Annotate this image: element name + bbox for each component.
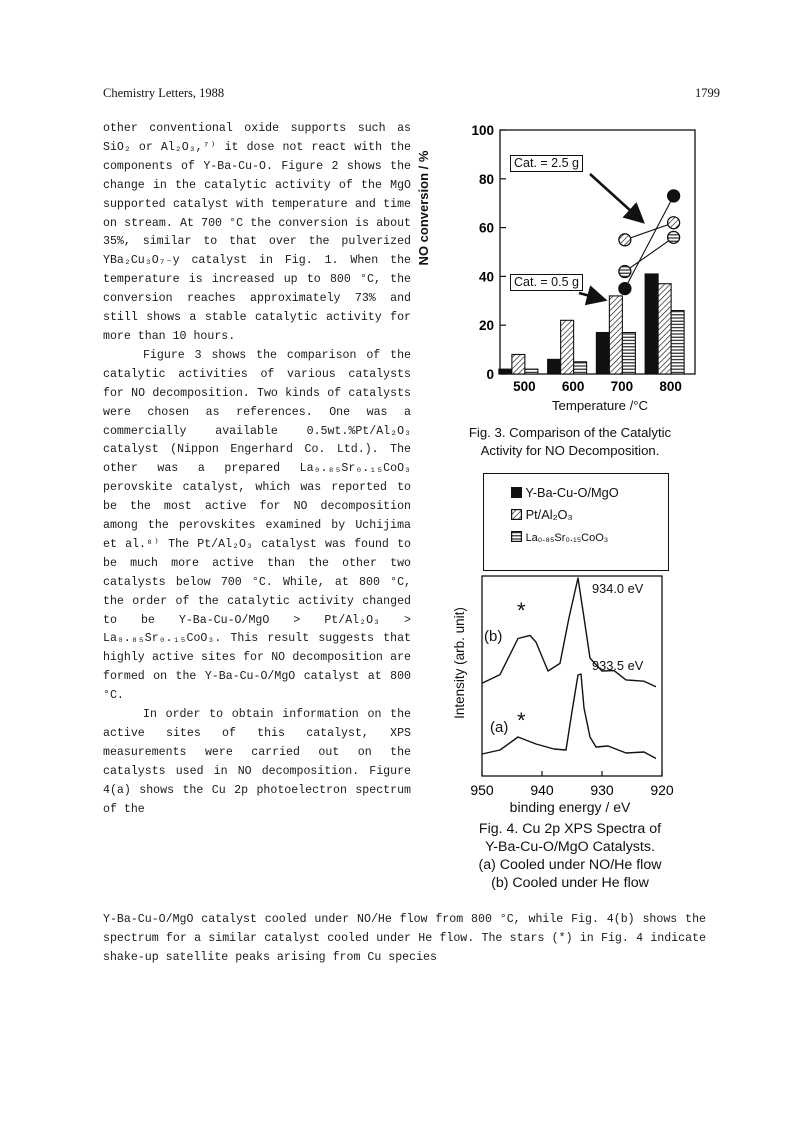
peak-label-2: 933.5 eV	[592, 658, 644, 673]
fig3-xtick-label: 700	[610, 379, 634, 394]
paragraph-1: other conventional oxide supports such as SiO₂ or Al₂O₃,⁷⁾ it dose not react with the components of Y-Ba-Cu-O. Figure 2 shows the change in the catalytic activity of the MgO supported catalyst with temperature and time on stream. At 700 °C the conversion is about 35%, similar to that over the pulverized YBa₂Cu₃O₇₋y catalyst in Fig. 1. When the temperature is increased up to 800 °C, the conversion reaches approximately 73% and still shows a stable catalytic activity for more than 10 hours.	[103, 122, 411, 343]
fig3-bar	[525, 369, 538, 374]
fig3-xtick-label: 500	[513, 379, 536, 394]
fig4-xtick-label: 950	[470, 782, 494, 798]
fig3-bar	[512, 354, 525, 374]
fig4-ylabel: Intensity (arb. unit)	[452, 607, 467, 719]
fig4-spectrum-line	[482, 674, 656, 759]
fig3-caption	[440, 424, 700, 460]
fig3-legend	[483, 473, 669, 571]
running-header: Chemistry Letters, 1988	[103, 86, 225, 100]
fig4-xlabel: binding energy / eV	[509, 799, 631, 815]
paragraph-2: Figure 3 shows the comparison of the catalytic activities of various catalysts for NO decomposition. Two kinds of catalysts were chosen as references. One was a commercially available 0.5wt.%Pt/Al₂O₃ catalyst (Nippon Engerhard Co. Ltd.). The other was a prepared La₀.₈₅Sr₀.₁₅CoO₃ perovskite catalyst, which was reported to be the most active for NO decomposition among the perovskites examined by Uchijima et al.⁸⁾ The Pt/Al₂O₃ catalyst was found to be much more active than the other two catalysts below 700 °C. While, at 800 °C, the order of the catalytic activity changed to be Y-Ba-Cu-O/MgO > Pt/Al₂O₃ > La₀.₈₅Sr₀.₁₅CoO₃. This result suggests that highly active sites for NO decomposition are formed on the Y-Ba-Cu-O/MgO catalyst at 800 °C.	[103, 348, 411, 703]
legend-item-la	[511, 526, 619, 549]
trace-label-a: (a)	[490, 719, 509, 736]
fig3-ytick-label: 60	[478, 220, 494, 236]
fig4-caption	[440, 798, 700, 892]
fig3-bar	[548, 359, 561, 374]
fig4-chart	[440, 568, 700, 803]
fig3-bar	[609, 296, 622, 374]
legend-item-pt	[511, 504, 619, 526]
fig3-bar	[658, 284, 671, 374]
fig3-bar	[499, 369, 512, 374]
fig3-bar	[671, 311, 684, 374]
legend-label-2: Pt/Al₂O₃	[525, 507, 573, 522]
fig4-xtick-label: 920	[650, 782, 674, 798]
body-left-column	[103, 120, 411, 820]
fig3-marker-line	[625, 223, 674, 240]
fig4-xtick-label: 940	[530, 782, 554, 798]
fig3-marker-point	[668, 231, 680, 243]
fig4-caption-line-2: Y-Ba-Cu-O/MgO Catalysts.	[485, 839, 655, 855]
fig3-xtick-label: 800	[659, 379, 682, 394]
fig3-caption-line-1: Fig. 3. Comparison of the Catalytic	[468, 425, 672, 440]
fig3-annotation-top: Cat. = 2.5 g	[510, 155, 583, 172]
paragraph-4: Y-Ba-Cu-O/MgO catalyst cooled under NO/He flow from 800 °C, while Fig. 4(b) shows the spectrum for a similar catalyst cooled under He flow. The stars (*) in Fig. 4 indicate shake-up satellite peaks arising from Cu species	[103, 913, 706, 964]
fig3-xlabel: Temperature /°C	[551, 398, 649, 413]
fig3-arrow-bottom	[579, 293, 605, 300]
fig3-marker-point	[668, 190, 680, 202]
fig4-caption-line-3: (a) Cooled under NO/He flow	[478, 857, 662, 873]
fig3-marker-point	[619, 266, 631, 278]
satellite-star-b: *	[517, 598, 526, 623]
page-number: 1799	[695, 86, 720, 100]
fig3-marker-point	[619, 283, 631, 295]
fig3-annotation-bottom: Cat. = 0.5 g	[510, 274, 583, 291]
paragraph-3: In order to obtain information on the active sites of this catalyst, XPS measurements were carried out on the catalysts used in NO decomposition. Figure 4(a) shows the Cu 2p photoelectron spectrum of the	[103, 708, 411, 816]
fig4-caption-line-4: (b) Cooled under He flow	[491, 875, 649, 891]
fig3-bar	[561, 320, 574, 374]
peak-label-1: 934.0 eV	[592, 581, 644, 596]
fig4-xtick-label: 930	[590, 782, 614, 798]
hatched-square-icon	[511, 509, 522, 520]
legend-item-ybacuo	[511, 482, 619, 504]
fig3-ytick-label: 100	[471, 123, 494, 138]
legend-label-3: La₀.₈₅Sr₀.₁₅CoO₃	[525, 532, 609, 544]
figure-3	[416, 118, 700, 418]
body-full-width	[103, 911, 706, 968]
fig3-xtick-label: 600	[561, 379, 585, 394]
satellite-star-a: *	[517, 708, 526, 733]
fig3-ylabel: NO conversion / %	[416, 150, 431, 266]
figure-4	[440, 568, 700, 818]
fig3-ytick-label: 0	[486, 367, 494, 382]
legend-label-1: Y-Ba-Cu-O/MgO	[525, 485, 619, 500]
fig3-ytick-label: 20	[478, 318, 494, 334]
solid-square-icon	[511, 487, 522, 498]
striped-square-icon	[511, 531, 522, 542]
trace-label-b: (b)	[484, 628, 503, 645]
fig3-bar	[622, 333, 635, 374]
fig3-ytick-label: 80	[478, 171, 494, 187]
fig3-bar	[596, 333, 609, 374]
fig3-arrow-top	[590, 174, 643, 222]
fig3-marker-point	[668, 217, 680, 229]
legend-list	[511, 482, 619, 549]
fig4-caption-line-1: Fig. 4. Cu 2p XPS Spectra of	[478, 821, 662, 837]
fig3-bar	[645, 274, 658, 374]
fig3-bar	[574, 362, 587, 374]
fig3-caption-line-2: Activity for NO Decomposition.	[480, 443, 660, 458]
fig3-ytick-label: 40	[478, 269, 494, 285]
fig3-marker-point	[619, 234, 631, 246]
